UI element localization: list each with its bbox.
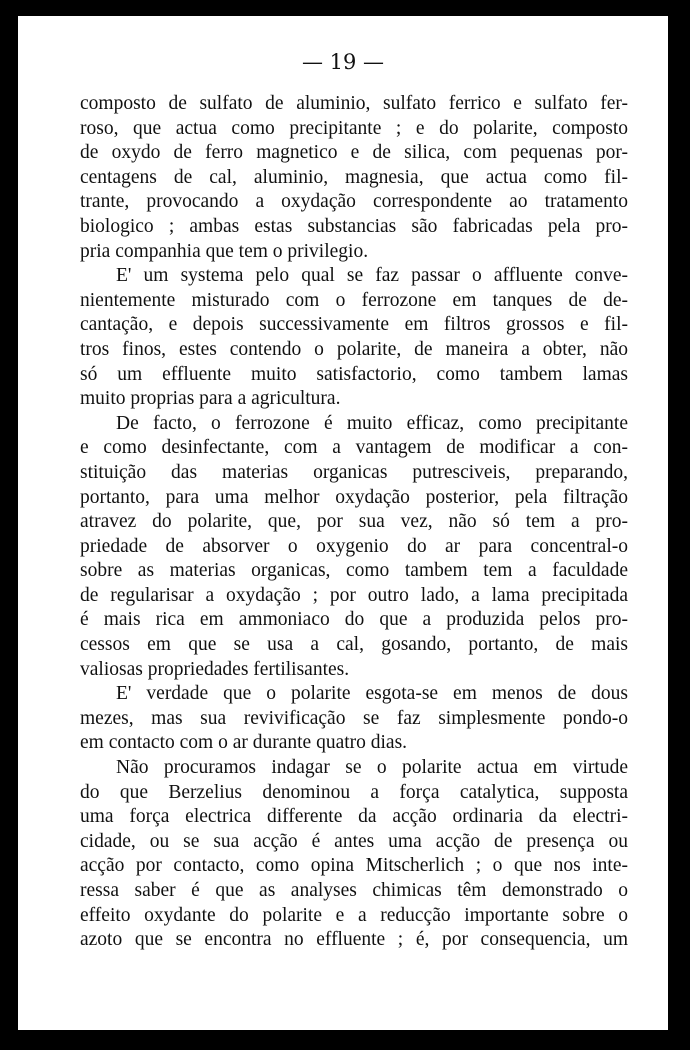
text-line: e como desinfectante, com a vantagem de modificar a con- (80, 437, 628, 459)
text-line: acção por contacto, como opina Mitscherlich ; o que nos inte- (80, 855, 628, 877)
text-line: atravez do polarite, que, por sua vez, não só tem a pro- (80, 511, 628, 533)
text-line: valiosas propriedades fertilisantes. (80, 658, 350, 680)
text-line: em contacto com o ar durante quatro dias. (80, 732, 408, 754)
text-line: do que Berzelius denominou a força catalytica, supposta (80, 781, 628, 803)
text-line: composto de sulfato de aluminio, sulfato ferrico e sulfato fer- (80, 93, 628, 114)
text-line: ressa saber é que as analyses chimicas têm demonstrado o (80, 880, 628, 901)
text-line: mezes, mas sua revivificação se faz simplesmente pondo-o (80, 707, 628, 729)
page-number: — 19 — (301, 50, 385, 74)
text-line: E' um systema pelo qual se faz passar o affluente conve- (116, 265, 628, 287)
book-page (18, 16, 668, 1030)
text-line: sobre as materias organicas, como tambem tem a faculdade (80, 560, 628, 582)
text-line: priedade de absorver o oxygenio do ar para concentral-o (80, 535, 628, 557)
text-line: tros finos, estes contendo o polarite, de maneira a obter, não (80, 338, 628, 360)
text-line: centagens de cal, aluminio, magnesia, que actua como fil- (80, 166, 628, 188)
text-line: De facto, o ferrozone é muito efficaz, como precipitante (116, 412, 628, 434)
text-line: portanto, para uma melhor oxydação posterior, pela filtração (80, 486, 628, 508)
text-line: stituição das materias organicas putresciveis, preparando, (80, 461, 628, 483)
text-line: Não procuramos indagar se o polarite actua em virtude (116, 757, 628, 779)
text-line: de regularisar a oxydação ; por outro lado, a lama precipitada (80, 584, 628, 606)
text-line: muito proprias para a agricultura. (80, 388, 341, 410)
text-line: roso, que actua como precipitante ; e do polarite, composto (80, 117, 628, 139)
text-line: nientemente misturado com o ferrozone em tanques de de- (80, 289, 628, 311)
text-line: só um effluente muito satisfactorio, como tambem lamas (80, 363, 628, 385)
text-line: effeito oxydante do polarite e a reducção importante sobre o (80, 904, 628, 926)
text-line: azoto que se encontra no effluente ; é, por consequencia, um (80, 929, 628, 951)
text-line: cessos em que se usa a cal, gosando, portanto, de mais (80, 634, 628, 656)
text-line: trante, provocando a oxydação correspondente ao tratamento (80, 191, 628, 213)
text-line: uma força electrica differente da acção ordinaria da electri- (80, 806, 628, 828)
text-line: biologico ; ambas estas substancias são fabricadas pela pro- (80, 215, 628, 237)
text-line: pria companhia que tem o privilegio. (80, 240, 369, 262)
text-line: é mais rica em ammoniaco do que a produzida pelos pro- (80, 609, 628, 631)
text-line: E' verdade que o polarite esgota-se em menos de dous (116, 683, 628, 705)
body-text (80, 92, 628, 953)
text-line: cidade, ou se sua acção é antes uma acção de presença ou (80, 830, 628, 852)
text-line: de oxydo de ferro magnetico e de silica, com pequenas por- (80, 142, 628, 164)
text-line: cantação, e depois successivamente em filtros grossos e fil- (80, 314, 628, 336)
